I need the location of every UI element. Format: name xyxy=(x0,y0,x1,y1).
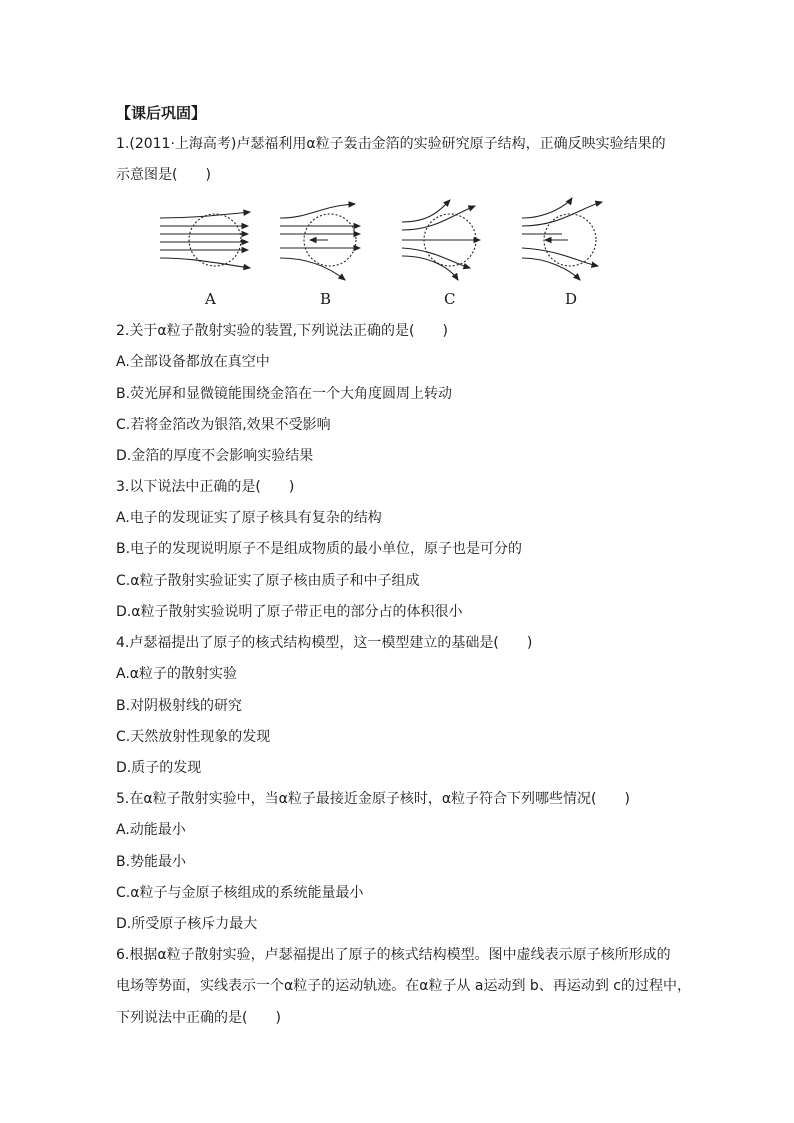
q4-option-d: D.质子的发现 xyxy=(116,760,202,776)
q5-option-a: A.动能最小 xyxy=(116,822,186,838)
q6-stem-line-3: 下列说法中正确的是( ) xyxy=(116,1010,281,1026)
alpha-scattering-diagrams xyxy=(150,196,630,316)
q3-option-c: C.α粒子散射实验证实了原子核由质子和中子组成 xyxy=(116,573,420,589)
q6-stem-line-2: 电场等势面，实线表示一个α粒子的运动轨迹。在α粒子从 a运动到 b、再运动到 c的过程中， xyxy=(116,978,691,994)
q3-option-a: A.电子的发现证实了原子核具有复杂的结构 xyxy=(116,510,382,526)
section-title: 【课后巩固】 xyxy=(116,104,207,122)
diagram-b xyxy=(280,204,360,280)
figure-label-b: B xyxy=(320,290,332,308)
figure-label-a: A xyxy=(205,290,216,308)
q3-option-d: D.α粒子散射实验说明了原子带正电的部分占的体积很小 xyxy=(116,604,463,620)
figure-label-d: D xyxy=(565,290,578,308)
q2-option-d: D.金箔的厚度不会影响实验结果 xyxy=(116,448,314,464)
q5-option-b: B.势能最小 xyxy=(116,854,187,870)
q4-stem: 4.卢瑟福提出了原子的核式结构模型，这一模型建立的基础是( ) xyxy=(116,635,533,651)
q5-stem: 5.在α粒子散射实验中，当α粒子最接近金原子核时，α粒子符合下列哪些情况( ) xyxy=(116,791,630,807)
q3-option-b: B.电子的发现说明原子不是组成物质的最小单位，原子也是可分的 xyxy=(116,541,523,557)
q5-option-c: C.α粒子与金原子核组成的系统能量最小 xyxy=(116,885,364,901)
q4-option-c: C.天然放射性现象的发现 xyxy=(116,729,271,745)
diagram-a xyxy=(160,212,250,268)
q2-option-c: C.若将金箔改为银箔,效果不受影响 xyxy=(116,417,331,433)
q2-option-a: A.全部设备都放在真空中 xyxy=(116,354,270,370)
figure-label-c: C xyxy=(444,290,456,308)
q4-option-a: A.α粒子的散射实验 xyxy=(116,666,238,682)
q3-stem: 3.以下说法中正确的是( ) xyxy=(116,479,295,495)
q1-stem-line-1: 1.(2011·上海高考)卢瑟福利用α粒子轰击金箔的实验研究原子结构，正确反映实验结果的 xyxy=(116,136,666,152)
diagram-d xyxy=(522,198,602,280)
q2-option-b: B.荧光屏和显微镜能围绕金箔在一个大角度圆周上转动 xyxy=(116,386,453,402)
q4-option-b: B.对阴极射线的研究 xyxy=(116,698,243,714)
diagram-c xyxy=(402,200,480,280)
q2-stem: 2.关于α粒子散射实验的装置,下列说法正确的是( ) xyxy=(116,323,448,339)
q6-stem-line-1: 6.根据α粒子散射实验，卢瑟福提出了原子的核式结构模型。图中虚线表示原子核所形成的 xyxy=(116,947,671,963)
q5-option-d: D.所受原子核斥力最大 xyxy=(116,916,258,932)
q1-stem-line-2: 示意图是( ) xyxy=(116,167,211,183)
